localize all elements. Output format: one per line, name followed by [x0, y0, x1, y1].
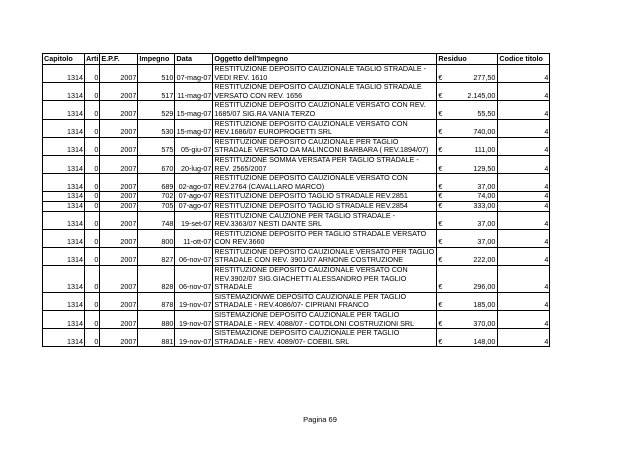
table-row: [43, 329, 550, 347]
arti-cell: 0: [85, 311, 100, 329]
oggetto-cell: RESTITUZIONE DEPOSITO CAUZIONALE TAGLIO STRADALE - VEDI REV. 1610: [213, 65, 437, 83]
residuo-amount: 55,50: [477, 108, 496, 118]
table-row: [43, 201, 550, 211]
arti-cell: 0: [85, 174, 100, 192]
epf-cell: 2007: [100, 247, 138, 265]
arti-cell: 0: [85, 266, 100, 293]
oggetto-cell: RESTITUZIONE DEPOSITO CAUZIONALE VERSATO CON REV. 1685/07 SIG.RA VANIA TERZO: [213, 101, 437, 119]
capitolo-cell: 1314: [43, 266, 85, 293]
residuo-amount: 370,00: [473, 318, 496, 328]
residuo-cell: [437, 137, 498, 155]
residuo-cell: [437, 247, 498, 265]
oggetto-cell: SISTEMAZIONWE DEPOSITO CAUZIONALE PER TAGLIO STRADALE - REV.4086/07- CIPRIANI FRANCO: [213, 292, 437, 310]
residuo-cell: [437, 174, 498, 192]
impegno-cell: 530: [138, 119, 175, 137]
impegno-cell: 705: [138, 201, 175, 211]
oggetto-cell: RESTITUZIONE DEPOSITO CAUZIONALE VERSATO CON REV.2764 (CAVALLARO MARCO): [213, 174, 437, 192]
capitolo-cell: 1314: [43, 174, 85, 192]
data-cell: 07-mag-07: [175, 65, 213, 83]
codice-titolo-cell: 4: [498, 155, 550, 173]
capitolo-cell: 1314: [43, 101, 85, 119]
table-row: [43, 174, 550, 192]
page-number: Pagina 69: [303, 415, 337, 424]
euro-symbol: €: [438, 108, 443, 118]
residuo-amount: 111,00: [474, 145, 496, 155]
data-cell: 07-ago-07: [175, 192, 213, 202]
epf-cell: 2007: [100, 101, 138, 119]
codice-titolo-cell: 4: [498, 101, 550, 119]
capitolo-cell: 1314: [43, 329, 85, 347]
residuo-amount: 37,00: [477, 237, 496, 247]
residuo-cell: [437, 119, 498, 137]
epf-cell: 2007: [100, 329, 138, 347]
data-cell: 06-nov-07: [175, 247, 213, 265]
impegno-cell: 510: [138, 65, 175, 83]
data-cell: 19-set-07: [175, 211, 213, 229]
capitolo-cell: 1314: [43, 119, 85, 137]
euro-symbol: €: [438, 145, 443, 155]
epf-cell: 2007: [100, 174, 138, 192]
table-row: [43, 192, 550, 202]
col-header-impegno: Impegno: [138, 54, 175, 65]
data-cell: 15-mag-07: [175, 101, 213, 119]
table-row: [43, 229, 550, 247]
data-cell: 11-mag-07: [175, 83, 213, 101]
arti-cell: 0: [85, 65, 100, 83]
epf-cell: 2007: [100, 292, 138, 310]
epf-cell: 2007: [100, 65, 138, 83]
table-row: [43, 119, 550, 137]
residuo-amount: 222,00: [473, 255, 496, 265]
impegno-cell: 878: [138, 292, 175, 310]
oggetto-cell: RESTITUZIONE DEPOSITO PER TAGLIO STRADALE VERSATO CON REV.3660: [213, 229, 437, 247]
impegno-cell: 689: [138, 174, 175, 192]
euro-symbol: €: [438, 255, 443, 265]
residuo-amount: 2.145,00: [467, 90, 496, 100]
table-row: [43, 101, 550, 119]
oggetto-cell: RESTITUZIONE DEPOSITO CAUZIONALE VERSATO CON REV.3902/07 SIG.GIACHETTI ALESSANDRO PER TAGLIO STRADALE: [213, 266, 437, 293]
data-cell: 19-nov-07: [175, 329, 213, 347]
capitolo-cell: 1314: [43, 292, 85, 310]
header-row: [43, 54, 550, 65]
data-cell: 19-nov-07: [175, 311, 213, 329]
data-cell: 20-lug-07: [175, 155, 213, 173]
table-row: [43, 292, 550, 310]
epf-cell: 2007: [100, 211, 138, 229]
oggetto-cell: RESTITUZIONE DEPOSITO CAUZIONALE PER TAGLIO STRADALE VERSATO DA MALINCONI BARBARA ( REV.1894/07): [213, 137, 437, 155]
arti-cell: 0: [85, 83, 100, 101]
codice-titolo-cell: 4: [498, 174, 550, 192]
data-cell: 19-nov-07: [175, 292, 213, 310]
euro-symbol: €: [438, 72, 443, 82]
epf-cell: 2007: [100, 155, 138, 173]
epf-cell: 2007: [100, 137, 138, 155]
arti-cell: 0: [85, 292, 100, 310]
epf-cell: 2007: [100, 83, 138, 101]
capitolo-cell: 1314: [43, 229, 85, 247]
residuo-cell: [437, 329, 498, 347]
codice-titolo-cell: 4: [498, 201, 550, 211]
oggetto-cell: RESTITUZIONE DEPOSITO CAUZIONALE VERSATO PER TAGLIO STRADALE CON REV. 3901/07 ARNONE COSTRUZIONE: [213, 247, 437, 265]
arti-cell: 0: [85, 101, 100, 119]
oggetto-cell: RESTITUZIONE DEPOSITO TAGLIO STRADALE REV.2851: [213, 192, 437, 202]
oggetto-cell: RESTITUZIONE DEPOSITO CAUZIONALE VERSATO CON REV.1686/07 EUROPROGETTI SRL: [213, 119, 437, 137]
codice-titolo-cell: 4: [498, 211, 550, 229]
euro-symbol: €: [438, 90, 443, 100]
impegno-cell: 748: [138, 211, 175, 229]
codice-titolo-cell: 4: [498, 292, 550, 310]
euro-symbol: €: [438, 127, 443, 137]
impegno-cell: 529: [138, 101, 175, 119]
euro-symbol: €: [438, 237, 443, 247]
col-header-residuo: Residuo: [437, 54, 498, 65]
col-header-capitolo: Capitolo: [43, 54, 85, 65]
euro-symbol: €: [438, 219, 443, 229]
impegno-cell: 880: [138, 311, 175, 329]
capitolo-cell: 1314: [43, 65, 85, 83]
residuo-cell: [437, 65, 498, 83]
capitolo-cell: 1314: [43, 211, 85, 229]
oggetto-cell: RESTITUZIONE SOMMA VERSATA PER TAGLIO STRADALE - REV. 2565/2007: [213, 155, 437, 173]
capitolo-cell: 1314: [43, 311, 85, 329]
impegno-cell: 827: [138, 247, 175, 265]
arti-cell: 0: [85, 137, 100, 155]
capitolo-cell: 1314: [43, 201, 85, 211]
epf-cell: 2007: [100, 266, 138, 293]
codice-titolo-cell: 4: [498, 83, 550, 101]
impegno-cell: 517: [138, 83, 175, 101]
euro-symbol: €: [438, 191, 443, 201]
arti-cell: 0: [85, 229, 100, 247]
residuo-cell: [437, 192, 498, 202]
table-row: [43, 137, 550, 155]
residuo-cell: [437, 83, 498, 101]
arti-cell: 0: [85, 329, 100, 347]
arti-cell: 0: [85, 211, 100, 229]
euro-symbol: €: [438, 181, 443, 191]
epf-cell: 2007: [100, 201, 138, 211]
data-cell: 11-ott-07: [175, 229, 213, 247]
col-header-epf: E.P.F.: [100, 54, 138, 65]
data-cell: 02-ago-07: [175, 174, 213, 192]
table-row: [43, 211, 550, 229]
capitolo-cell: 1314: [43, 247, 85, 265]
residuo-cell: [437, 311, 498, 329]
data-cell: 06-nov-07: [175, 266, 213, 293]
oggetto-cell: SISTEMAZIONE DEPOSITO CAUZIONALE PER TAGLIO STRADALE - REV. 4089/07- COEBIL SRL: [213, 329, 437, 347]
euro-symbol: €: [438, 300, 443, 310]
euro-symbol: €: [438, 163, 443, 173]
residuo-amount: 148,00: [473, 336, 496, 346]
col-header-oggetto: Oggetto dell'Impegno: [213, 54, 437, 65]
data-cell: 07-ago-07: [175, 201, 213, 211]
impegno-cell: 881: [138, 329, 175, 347]
residuo-amount: 74,00: [477, 191, 496, 201]
table-row: [43, 83, 550, 101]
oggetto-cell: RESTITUZIONE CAUZIONE PER TAGLIO STRADALE - REV.3363/07 NESTI DANTE SRL: [213, 211, 437, 229]
table-row: [43, 247, 550, 265]
residuo-amount: 277,50: [473, 72, 496, 82]
capitolo-cell: 1314: [43, 155, 85, 173]
codice-titolo-cell: 4: [498, 266, 550, 293]
residuo-amount: 333,00: [473, 201, 496, 210]
arti-cell: 0: [85, 247, 100, 265]
euro-symbol: €: [438, 318, 443, 328]
table-row: [43, 266, 550, 293]
arti-cell: 0: [85, 119, 100, 137]
impegno-cell: 702: [138, 192, 175, 202]
epf-cell: 2007: [100, 119, 138, 137]
arti-cell: 0: [85, 201, 100, 211]
residuo-amount: 185,00: [473, 300, 496, 310]
residuo-cell: [437, 292, 498, 310]
table-row: [43, 65, 550, 83]
codice-titolo-cell: 4: [498, 247, 550, 265]
euro-symbol: €: [438, 336, 443, 346]
residuo-cell: [437, 155, 498, 173]
arti-cell: 0: [85, 192, 100, 202]
residuo-cell: [437, 211, 498, 229]
impegno-cell: 670: [138, 155, 175, 173]
col-header-codice-titolo: Codice titolo: [498, 54, 550, 65]
capitolo-cell: 1314: [43, 137, 85, 155]
residuo-cell: [437, 201, 498, 211]
epf-cell: 2007: [100, 192, 138, 202]
codice-titolo-cell: 4: [498, 119, 550, 137]
residuo-cell: [437, 229, 498, 247]
oggetto-cell: RESTITUZIONE DEPOSITO TAGLIO STRADALE REV.2854: [213, 201, 437, 211]
codice-titolo-cell: 4: [498, 311, 550, 329]
impegno-cell: 800: [138, 229, 175, 247]
arti-cell: 0: [85, 155, 100, 173]
euro-symbol: €: [438, 201, 443, 210]
codice-titolo-cell: 4: [498, 229, 550, 247]
residuo-amount: 129,50: [473, 163, 496, 173]
commitments-table: [42, 53, 550, 347]
impegno-cell: 575: [138, 137, 175, 155]
epf-cell: 2007: [100, 229, 138, 247]
residuo-amount: 37,00: [477, 181, 496, 191]
data-cell: 05-giu-07: [175, 137, 213, 155]
codice-titolo-cell: 4: [498, 329, 550, 347]
residuo-amount: 296,00: [473, 282, 496, 292]
euro-symbol: €: [438, 282, 443, 292]
codice-titolo-cell: 4: [498, 192, 550, 202]
codice-titolo-cell: 4: [498, 137, 550, 155]
codice-titolo-cell: 4: [498, 65, 550, 83]
epf-cell: 2007: [100, 311, 138, 329]
impegno-cell: 828: [138, 266, 175, 293]
col-header-data: Data: [175, 54, 213, 65]
table-body: [43, 65, 550, 347]
capitolo-cell: 1314: [43, 83, 85, 101]
residuo-amount: 740,00: [473, 127, 496, 137]
table-row: [43, 311, 550, 329]
data-cell: 15-mag-07: [175, 119, 213, 137]
oggetto-cell: SISTEMAZIONE DEPOSITO CAUZIONALE PER TAGLIO STRADALE - REV. 4088/07 - COTOLONI COSTRUZIONI SRL: [213, 311, 437, 329]
residuo-amount: 37,00: [477, 219, 496, 229]
residuo-cell: [437, 266, 498, 293]
capitolo-cell: 1314: [43, 192, 85, 202]
col-header-arti: Arti: [86, 53, 99, 63]
oggetto-cell: RESTITUZIONE DEPOSITO CAUZIONALE TAGLIO STRADALE VERSATO CON REV. 1656: [213, 83, 437, 101]
residuo-cell: [437, 101, 498, 119]
table-row: [43, 155, 550, 173]
